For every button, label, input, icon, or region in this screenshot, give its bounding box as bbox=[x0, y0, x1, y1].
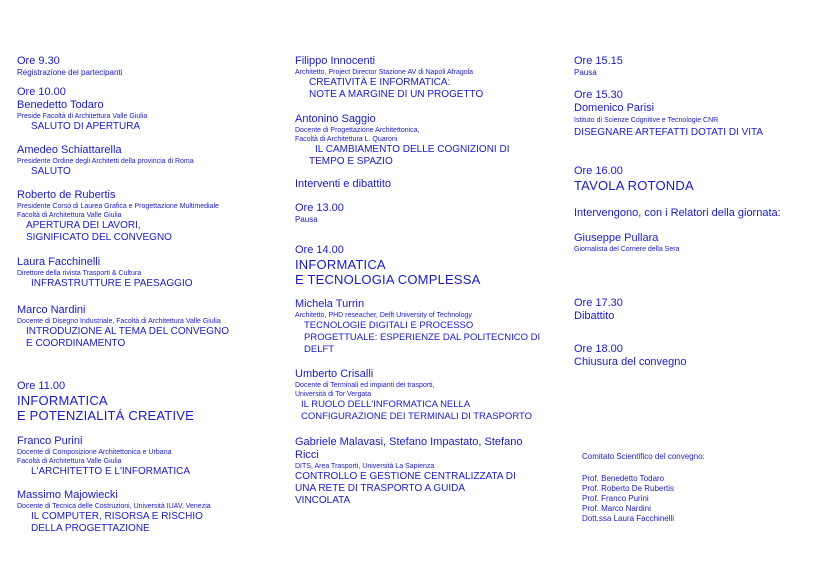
c2-block-discussion bbox=[295, 178, 391, 191]
speaker-role: Preside Facoltà di Architettura Valle Giulia bbox=[17, 113, 148, 120]
committee-member: Prof. Marco Nardini bbox=[582, 504, 651, 513]
c3-block-pullara bbox=[574, 232, 679, 254]
talk-title: IL CAMBIAMENTO DELLE COGNIZIONI DI bbox=[315, 144, 510, 155]
text: Intervengono, con i Relatori della giornata: bbox=[574, 207, 781, 219]
c1-block-schiattarella bbox=[17, 144, 194, 178]
time: Ore 15.30 bbox=[574, 89, 623, 101]
speaker-role: Direttore della rivista Trasporti & Cultura bbox=[17, 270, 142, 277]
talk-title: CREATIVITÀ E INFORMATICA: bbox=[309, 77, 451, 88]
talk-title: CONFIGURAZIONE DEI TERMINALI DI TRASPORTO bbox=[301, 411, 533, 422]
c2-block-malavasi bbox=[295, 436, 522, 507]
speaker-name: Filippo Innocenti bbox=[295, 55, 376, 67]
time: Ore 9.30 bbox=[17, 55, 60, 67]
c3-block-parisi bbox=[574, 89, 763, 139]
speaker-name: Franco Purini bbox=[17, 435, 83, 447]
session-title: TAVOLA ROTONDA bbox=[574, 178, 694, 193]
time: Ore 16.00 bbox=[574, 165, 623, 177]
speaker-role: Docente di Progettazione Architettonica, bbox=[295, 127, 420, 134]
c2-block-lunch bbox=[295, 202, 344, 225]
speaker-name: Laura Facchinelli bbox=[17, 256, 101, 268]
time: Ore 17.30 bbox=[574, 297, 623, 309]
speaker-role: Presidente Corso di Laurea Grafica e Progettazione Multimediale bbox=[17, 203, 219, 210]
speaker-role: Facoltà di Architettura Valle Giulia bbox=[17, 458, 122, 465]
c2-block-crisalli bbox=[295, 368, 532, 423]
talk-title: E COORDINAMENTO bbox=[26, 338, 126, 349]
talk-title: VINCOLATA bbox=[295, 495, 351, 506]
speaker-role: Presidente Ordine degli Architetti della provincia di Roma bbox=[17, 158, 194, 165]
speaker-name: Umberto Crisalli bbox=[295, 368, 374, 380]
talk-title: DISEGNARE ARTEFATTI DOTATI DI VITA bbox=[574, 127, 764, 138]
talk-title: SALUTO bbox=[31, 166, 71, 177]
committee-member: Dott.ssa Laura Facchinelli bbox=[582, 514, 675, 523]
speaker-name: Gabriele Malavasi, Stefano Impastato, Stefano bbox=[295, 436, 523, 448]
c1-block-derubertis bbox=[17, 189, 219, 244]
speaker-role: DITS, Area Trasporti, Università La Sapienza bbox=[295, 463, 435, 470]
talk-title: INFRASTRUTTURE E PAESAGGIO bbox=[31, 278, 193, 289]
c1-block-todaro bbox=[17, 86, 147, 133]
talk-title: PROGETTUALE: ESPERIENZE DAL POLITECNICO DI bbox=[304, 332, 541, 343]
talk-title: IL RUOLO DELL'INFORMATICA NELLA bbox=[301, 399, 471, 410]
speaker-name: Antonino Saggio bbox=[295, 113, 376, 125]
talk-title: SALUTO DI APERTURA bbox=[31, 121, 141, 132]
text: Chiusura del convegno bbox=[574, 356, 687, 368]
c3-block-closing bbox=[574, 343, 687, 369]
committee-member: Prof. Franco Purini bbox=[582, 494, 649, 503]
talk-title: CONTROLLO E GESTIONE CENTRALIZZATA DI bbox=[295, 471, 516, 482]
speaker-name: Amedeo Schiattarella bbox=[17, 144, 122, 156]
session-title: E POTENZIALITÁ CREATIVE bbox=[17, 408, 195, 423]
time: Ore 15.15 bbox=[574, 55, 623, 67]
speaker-name: Giuseppe Pullara bbox=[574, 232, 659, 244]
c2-block-innocenti bbox=[295, 55, 483, 101]
speaker-name: Marco Nardini bbox=[17, 304, 86, 316]
c1-block-purini bbox=[17, 435, 190, 478]
talk-title: NOTE A MARGINE DI UN PROGETTO bbox=[309, 89, 484, 100]
talk-title: UNA RETE DI TRASPORTO A GUIDA bbox=[295, 483, 466, 494]
c3-committee bbox=[582, 452, 705, 524]
text: Dibattito bbox=[574, 310, 615, 322]
speaker-role: Docente di Disegno Industriale, Facoltà di Architettura Valle Giulia bbox=[17, 318, 221, 325]
speaker-role: Facoltà di Architettura L. Quaroni bbox=[295, 136, 398, 143]
speaker-name: Massimo Majowiecki bbox=[17, 489, 118, 501]
c2-block-turrin bbox=[295, 298, 540, 356]
talk-title: TEMPO E SPAZIO bbox=[309, 156, 393, 167]
speaker-role: Giornalista del Corriere della Sera bbox=[574, 246, 680, 253]
c1-block-nardini bbox=[17, 304, 229, 350]
speaker-name: Roberto de Rubertis bbox=[17, 189, 116, 201]
talk-title: TECNOLOGIE DIGITALI E PROCESSO bbox=[304, 320, 474, 331]
talk-title: IL COMPUTER, RISORSA E RISCHIO bbox=[31, 511, 203, 522]
speaker-role: Docente di Composizione Architettonica e Urbana bbox=[17, 449, 172, 456]
c3-block-break bbox=[574, 55, 623, 78]
c2-block-session-complex bbox=[295, 244, 481, 287]
speaker-name: Domenico Parisi bbox=[574, 102, 655, 114]
speaker-role: Architetto, PHD reseacher, Delft University of Technology bbox=[295, 312, 472, 319]
talk-title: L'ARCHITETTO E L'INFORMATICA bbox=[31, 466, 191, 477]
committee-member: Prof. Roberto De Rubertis bbox=[582, 484, 675, 493]
c1-block-majowiecki bbox=[17, 489, 211, 535]
speaker-name: Michela Turrin bbox=[295, 298, 365, 310]
speaker-role: Facoltà di Architettura Valle Giulia bbox=[17, 212, 122, 219]
talk-title: SIGNIFICATO DEL CONVEGNO bbox=[26, 232, 172, 243]
speaker-role: Docente di Tecnica delle Costruzioni, Università IUAV, Venezia bbox=[17, 503, 211, 510]
text: Pausa bbox=[574, 68, 597, 77]
time: Ore 10.00 bbox=[17, 86, 66, 98]
speaker-role: Docente di Terminali ed impianti dei trasporti, bbox=[295, 382, 435, 389]
time: Ore 18.00 bbox=[574, 343, 623, 355]
c3-block-intervene bbox=[574, 207, 781, 220]
talk-title: INTRODUZIONE AL TEMA DEL CONVEGNO bbox=[26, 326, 229, 337]
session-title: INFORMATICA bbox=[295, 257, 386, 272]
talk-title: DELFT bbox=[304, 344, 335, 355]
speaker-name: Benedetto Todaro bbox=[17, 99, 104, 111]
text: Interventi e dibattito bbox=[295, 178, 392, 190]
c2-block-saggio bbox=[295, 113, 509, 168]
text: Registrazione dei partecipanti bbox=[17, 68, 123, 77]
text: Pausa bbox=[295, 215, 318, 224]
time: Ore 11.00 bbox=[17, 380, 66, 392]
committee-member: Prof. Benedetto Todaro bbox=[582, 474, 665, 483]
talk-title: DELLA PROGETTAZIONE bbox=[31, 523, 150, 534]
speaker-role: Architetto, Project Director Stazione AV di Napoli Afragola bbox=[295, 69, 474, 76]
speaker-role: Istituto di Scienze Cognitive e Tecnologie CNR bbox=[574, 117, 719, 124]
committee-title: Comitato Scientifico del convegno: bbox=[582, 452, 705, 461]
time: Ore 13.00 bbox=[295, 202, 344, 214]
time: Ore 14.00 bbox=[295, 244, 344, 256]
speaker-role: Università di Tor Vergata bbox=[295, 391, 372, 398]
session-title: INFORMATICA bbox=[17, 393, 108, 408]
c3-block-debate bbox=[574, 297, 623, 323]
c1-block-facchinelli bbox=[17, 256, 193, 290]
c1-block-registration bbox=[17, 55, 122, 78]
session-title: E TECNOLOGIA COMPLESSA bbox=[295, 272, 481, 287]
c1-block-session-creative bbox=[17, 380, 194, 423]
talk-title: APERTURA DEI LAVORI, bbox=[26, 220, 141, 231]
c3-block-roundtable bbox=[574, 165, 694, 193]
speaker-name: Ricci bbox=[295, 449, 319, 461]
